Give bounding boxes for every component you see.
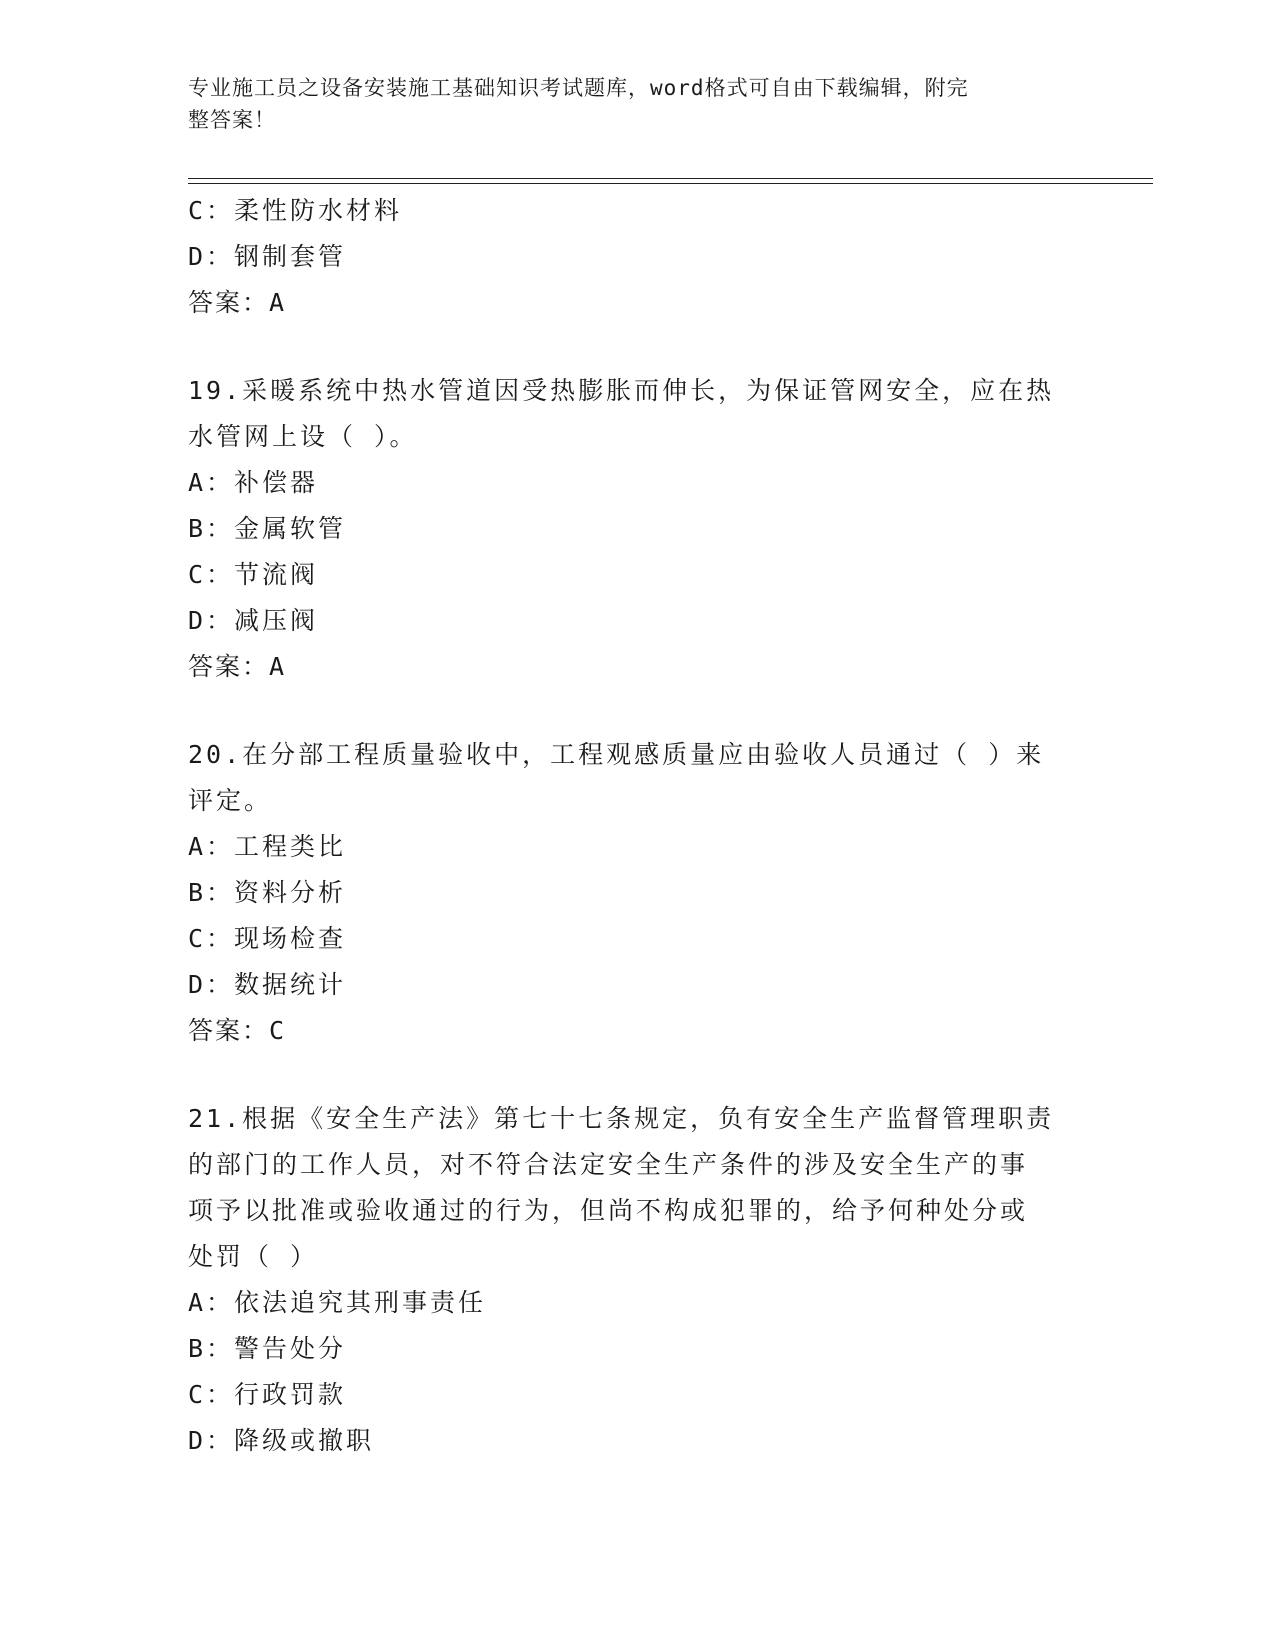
question-text-line: 评定。 <box>188 786 273 815</box>
question-content <box>188 188 1088 1464</box>
question-text-line: 19.采暖系统中热水管道因受热膨胀而伸长，为保证管网安全，应在热 <box>188 376 1055 405</box>
header-line-2: 整答案！ <box>188 108 276 132</box>
option-a: A：工程类比 <box>188 832 347 861</box>
header-line-1: 专业施工员之设备安装施工基础知识考试题库，word格式可自由下载编辑，附完 <box>188 76 969 100</box>
answer-line: 答案：C <box>188 1016 287 1045</box>
question-text-line: 水管网上设（ ）。 <box>188 422 418 451</box>
option-c: C：行政罚款 <box>188 1380 347 1409</box>
header-divider-top <box>188 178 1153 179</box>
answer-line: 答案：A <box>188 652 287 681</box>
option-b: B：金属软管 <box>188 514 347 543</box>
option-d: D：降级或撤职 <box>188 1426 375 1455</box>
option-c: C：节流阀 <box>188 560 319 589</box>
header-divider-bottom <box>188 183 1153 184</box>
option-d: D：数据统计 <box>188 970 347 999</box>
question-text-line: 项予以批准或验收通过的行为，但尚不构成犯罪的，给予何种处分或 <box>188 1196 1029 1225</box>
prev-question-block <box>188 188 1088 326</box>
option-b: B：资料分析 <box>188 878 347 907</box>
question-19 <box>188 368 1088 690</box>
option-a: A：补偿器 <box>188 468 319 497</box>
option-d: D：减压阀 <box>188 606 319 635</box>
question-20 <box>188 732 1088 1054</box>
document-header <box>188 72 1068 136</box>
option-c: C：柔性防水材料 <box>188 196 403 225</box>
question-text-line: 处罚（ ） <box>188 1242 319 1271</box>
answer-line: 答案：A <box>188 288 287 317</box>
question-text-line: 21.根据《安全生产法》第七十七条规定，负有安全生产监督管理职责 <box>188 1104 1055 1133</box>
option-b: B：警告处分 <box>188 1334 347 1363</box>
question-text-line: 20.在分部工程质量验收中，工程观感质量应由验收人员通过（ ）来 <box>188 740 1045 769</box>
option-c: C：现场检查 <box>188 924 347 953</box>
option-d: D：钢制套管 <box>188 242 347 271</box>
option-a: A：依法追究其刑事责任 <box>188 1288 487 1317</box>
question-21 <box>188 1096 1088 1464</box>
question-text-line: 的部门的工作人员，对不符合法定安全生产条件的涉及安全生产的事 <box>188 1150 1029 1179</box>
